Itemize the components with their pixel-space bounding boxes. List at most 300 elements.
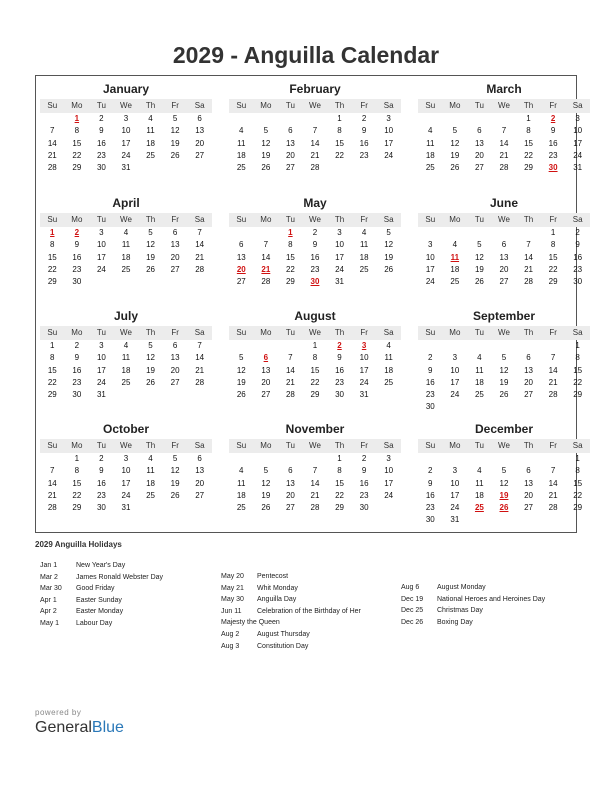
day-cell: 14: [47, 478, 57, 488]
day-cell: 12: [499, 365, 509, 375]
holiday-date: Aug 6: [401, 584, 420, 591]
weekday-label: Su: [425, 441, 436, 450]
day-cell: 27: [285, 163, 295, 173]
day-cell: 8: [526, 126, 531, 136]
generalblue-logo[interactable]: [35, 719, 124, 737]
day-cell: 29: [524, 163, 533, 173]
empty-day-cell: [492, 113, 517, 125]
weekday-label: Th: [334, 328, 345, 337]
weekday-label: Sa: [572, 441, 583, 450]
day-cell: 17: [384, 478, 394, 488]
day-cell: 28: [285, 390, 295, 400]
day-cell: 25: [236, 503, 246, 513]
day-cell: 24: [96, 377, 106, 387]
month-name: November: [285, 422, 345, 436]
holiday-day-cell: 1: [288, 228, 293, 237]
weekday-label: Su: [236, 441, 247, 450]
day-cell: 9: [99, 466, 104, 476]
day-cell: 18: [146, 138, 155, 148]
day-cell: 10: [335, 240, 344, 250]
holiday-day-cell: 2: [74, 228, 80, 237]
day-cell: 1: [526, 114, 531, 123]
day-cell: 6: [526, 466, 531, 476]
weekday-label: Sa: [572, 215, 583, 224]
day-cell: 3: [452, 353, 458, 363]
day-cell: 21: [195, 252, 205, 262]
day-cell: 16: [96, 138, 106, 148]
empty-day-cell: [418, 113, 443, 125]
logo-part-general: General: [35, 719, 92, 736]
day-cell: 26: [170, 490, 180, 500]
day-cell: 7: [312, 466, 318, 476]
empty-day-cell: [278, 453, 303, 465]
day-cell: 20: [474, 150, 484, 160]
holiday-name: James Ronald Webster Day: [76, 573, 164, 581]
day-cell: 29: [72, 503, 82, 513]
day-cell: 25: [384, 377, 394, 387]
holiday-day-cell: 11: [450, 252, 460, 262]
day-cell: 31: [121, 163, 131, 173]
day-cell: 22: [524, 150, 533, 160]
weekday-header: [40, 99, 212, 113]
day-cell: 18: [474, 377, 484, 387]
day-cell: 2: [361, 114, 367, 123]
month-october: [40, 422, 212, 514]
day-cell: 27: [285, 503, 295, 513]
day-cell: 14: [310, 138, 320, 148]
day-cell: 17: [96, 365, 106, 375]
day-cell: 24: [335, 264, 344, 274]
day-cell: 25: [146, 490, 155, 500]
day-cell: 5: [263, 126, 269, 136]
empty-day-cell: [40, 453, 65, 465]
day-cell: 28: [195, 377, 205, 387]
day-cell: 18: [450, 264, 460, 274]
empty-day-cell: [443, 227, 468, 239]
day-cell: 20: [285, 150, 295, 160]
day-cell: 16: [573, 252, 583, 262]
day-cell: 6: [526, 353, 531, 363]
holiday-item: [401, 605, 545, 617]
day-cell: 28: [261, 277, 271, 287]
day-cell: 8: [575, 353, 580, 363]
weekday-label: Su: [236, 101, 247, 110]
day-cell: 8: [337, 466, 342, 476]
day-cell: 14: [285, 365, 295, 375]
day-cell: 15: [573, 365, 583, 375]
day-cell: 11: [475, 365, 484, 375]
day-cell: 9: [428, 478, 433, 488]
day-cell: 7: [501, 126, 507, 136]
day-cell: 31: [450, 515, 460, 525]
day-cell: 4: [361, 228, 367, 237]
holiday-day-cell: 26: [499, 503, 509, 513]
empty-day-cell: [467, 113, 492, 125]
holiday-name: August Thursday: [257, 630, 310, 638]
weekday-label: We: [309, 328, 321, 337]
day-cell: 6: [288, 466, 293, 476]
day-cell: 30: [425, 515, 435, 525]
empty-day-cell: [467, 453, 492, 465]
day-cell: 13: [524, 478, 533, 488]
day-cell: 16: [310, 252, 320, 262]
weekday-label: Tu: [474, 441, 484, 450]
day-cell: 17: [96, 252, 106, 262]
holiday-name: Good Friday: [76, 585, 115, 593]
holiday-day-cell: 30: [548, 163, 558, 173]
day-cell: 13: [285, 138, 295, 148]
day-cell: 22: [47, 377, 57, 387]
day-cell: 10: [384, 126, 394, 136]
weekday-label: Su: [47, 328, 58, 337]
day-grid: [40, 227, 212, 288]
day-cell: 21: [195, 365, 205, 375]
holiday-name: Constitution Day: [257, 642, 309, 650]
day-cell: 5: [148, 228, 153, 237]
day-grid: [229, 453, 401, 514]
day-cell: 20: [261, 377, 271, 387]
day-cell: 11: [384, 353, 393, 363]
day-cell: 20: [524, 377, 533, 387]
month-september: [418, 309, 590, 414]
day-cell: 27: [499, 277, 509, 287]
holiday-name: Easter Monday: [76, 608, 124, 616]
empty-day-cell: [467, 227, 492, 239]
empty-day-cell: [278, 113, 303, 125]
day-cell: 24: [573, 150, 583, 160]
day-cell: 29: [573, 503, 583, 513]
day-cell: 15: [285, 252, 295, 262]
weekday-label: Su: [47, 215, 58, 224]
holiday-date: May 21: [221, 584, 244, 592]
holiday-date: Jan 1: [40, 562, 58, 569]
holiday-name: Whit Monday: [257, 584, 298, 592]
day-cell: 21: [47, 150, 57, 160]
day-cell: 12: [146, 353, 155, 363]
holiday-name: Easter Sunday: [76, 596, 122, 604]
holidays-title: 2029 Anguilla Holidays: [35, 540, 122, 549]
day-cell: 26: [499, 390, 509, 400]
day-cell: 26: [450, 163, 460, 173]
day-cell: 24: [450, 390, 460, 400]
weekday-label: Fr: [549, 215, 557, 224]
day-cell: 28: [47, 163, 57, 173]
month-name: February: [289, 82, 341, 96]
month-name: August: [294, 309, 336, 323]
holiday-date: Apr 1: [40, 596, 57, 604]
day-cell: 17: [450, 490, 460, 500]
day-cell: 30: [335, 390, 344, 400]
day-cell: 20: [285, 490, 295, 500]
day-cell: 21: [310, 150, 320, 160]
day-cell: 13: [474, 138, 484, 148]
day-cell: 4: [239, 466, 244, 476]
empty-day-cell: [443, 340, 468, 352]
weekday-label: Fr: [549, 441, 557, 450]
holiday-day-cell: 1: [74, 114, 80, 123]
day-cell: 27: [170, 377, 180, 387]
day-cell: 14: [548, 478, 558, 488]
weekday-header: [418, 439, 590, 453]
holiday-name: Labour Day: [76, 619, 113, 627]
weekday-label: Fr: [171, 441, 179, 450]
day-cell: 22: [310, 377, 320, 387]
day-cell: 7: [50, 126, 55, 136]
holiday-item: [401, 617, 545, 629]
day-cell: 5: [477, 240, 482, 250]
day-cell: 24: [121, 490, 131, 500]
day-cell: 17: [425, 264, 435, 274]
day-cell: 22: [47, 264, 57, 274]
day-cell: 16: [359, 478, 369, 488]
day-cell: 23: [72, 377, 82, 387]
day-grid: [418, 340, 590, 414]
weekday-label: Fr: [360, 101, 368, 110]
holiday-column-3: [401, 582, 545, 628]
day-cell: 28: [548, 390, 558, 400]
weekday-label: We: [498, 101, 510, 110]
weekday-label: Fr: [360, 441, 368, 450]
day-cell: 9: [337, 353, 342, 363]
day-cell: 14: [310, 478, 320, 488]
day-cell: 18: [236, 490, 246, 500]
day-cell: 16: [72, 365, 82, 375]
weekday-label: Sa: [572, 101, 583, 110]
day-cell: 10: [359, 353, 369, 363]
day-cell: 19: [450, 150, 460, 160]
day-cell: 18: [121, 252, 131, 262]
empty-day-cell: [229, 340, 254, 352]
day-cell: 2: [99, 114, 104, 123]
day-cell: 26: [236, 390, 246, 400]
month-april: [40, 196, 212, 288]
day-cell: 9: [550, 126, 556, 136]
weekday-label: Th: [334, 441, 345, 450]
day-grid: [418, 453, 590, 527]
day-cell: 23: [573, 264, 583, 274]
weekday-label: Th: [145, 215, 156, 224]
holiday-item: [221, 617, 361, 629]
day-cell: 1: [550, 228, 556, 237]
day-cell: 18: [384, 365, 394, 375]
weekday-label: Tu: [285, 441, 295, 450]
day-cell: 12: [261, 478, 271, 488]
day-cell: 6: [288, 126, 293, 136]
holiday-date: Aug 2: [221, 630, 240, 638]
weekday-header: [229, 326, 401, 340]
day-cell: 10: [96, 353, 106, 363]
weekday-label: Su: [47, 101, 58, 110]
weekday-label: Su: [236, 215, 247, 224]
day-cell: 15: [47, 365, 57, 375]
day-cell: 30: [359, 503, 369, 513]
weekday-label: Th: [523, 441, 534, 450]
day-cell: 21: [310, 490, 320, 500]
day-cell: 8: [550, 240, 556, 250]
day-cell: 13: [170, 353, 180, 363]
day-cell: 6: [197, 114, 202, 123]
day-cell: 8: [288, 240, 293, 250]
empty-day-cell: [541, 340, 566, 352]
day-cell: 21: [285, 377, 295, 387]
holiday-date: Dec 19: [401, 595, 424, 603]
weekday-label: Tu: [285, 215, 295, 224]
day-cell: 20: [170, 365, 180, 375]
day-cell: 23: [425, 390, 435, 400]
day-cell: 3: [452, 466, 458, 476]
empty-day-cell: [254, 340, 279, 352]
day-cell: 16: [548, 138, 558, 148]
empty-day-cell: [516, 453, 541, 465]
holiday-item: [401, 582, 545, 594]
day-grid: [418, 227, 590, 288]
day-cell: 12: [170, 126, 180, 136]
day-cell: 28: [47, 503, 57, 513]
empty-day-cell: [443, 113, 468, 125]
month-november: [229, 422, 401, 514]
day-cell: 7: [526, 240, 531, 250]
day-cell: 9: [312, 240, 318, 250]
day-cell: 14: [47, 138, 57, 148]
day-cell: 3: [575, 114, 580, 123]
weekday-label: Mo: [260, 101, 272, 110]
day-cell: 30: [72, 277, 82, 287]
page-title: 2029 - Anguilla Calendar: [172, 42, 440, 68]
month-name: January: [102, 82, 150, 96]
day-cell: 24: [384, 150, 394, 160]
day-cell: 5: [452, 126, 458, 136]
day-cell: 23: [72, 264, 82, 274]
day-cell: 23: [359, 490, 369, 500]
weekday-label: We: [120, 215, 132, 224]
weekday-label: We: [120, 441, 132, 450]
holiday-date: May 1: [40, 619, 60, 627]
empty-day-cell: [278, 340, 303, 352]
day-cell: 9: [428, 365, 433, 375]
empty-day-cell: [492, 227, 517, 239]
day-cell: 28: [499, 163, 509, 173]
weekday-label: Mo: [71, 101, 83, 110]
holiday-date: Apr 2: [40, 608, 57, 616]
month-name: September: [472, 309, 536, 323]
day-cell: 13: [170, 240, 180, 250]
holiday-day-cell: 19: [499, 490, 509, 500]
month-december: [418, 422, 590, 527]
holiday-item: [221, 594, 361, 606]
weekday-label: Sa: [383, 441, 394, 450]
day-cell: 22: [573, 377, 583, 387]
day-cell: 30: [573, 277, 583, 287]
empty-day-cell: [254, 113, 279, 125]
day-cell: 6: [501, 240, 507, 250]
holiday-day-cell: 2: [550, 114, 556, 123]
weekday-label: Mo: [260, 215, 272, 224]
holiday-column-2: [221, 571, 361, 652]
day-cell: 24: [359, 377, 369, 387]
day-cell: 6: [197, 454, 202, 463]
holiday-date: Dec 26: [401, 618, 424, 626]
day-grid: [40, 340, 212, 401]
empty-day-cell: [254, 453, 279, 465]
month-february: [229, 82, 401, 174]
day-cell: 1: [337, 454, 342, 463]
day-cell: 30: [96, 503, 106, 513]
day-cell: 7: [550, 466, 556, 476]
day-cell: 27: [170, 264, 180, 274]
day-cell: 8: [50, 240, 55, 250]
day-cell: 11: [121, 240, 131, 250]
day-cell: 14: [499, 138, 509, 148]
day-cell: 22: [285, 264, 295, 274]
day-cell: 7: [550, 353, 556, 363]
day-cell: 27: [261, 390, 271, 400]
day-cell: 29: [47, 277, 57, 287]
day-cell: 6: [239, 240, 244, 250]
day-cell: 5: [172, 454, 178, 463]
day-cell: 31: [121, 503, 131, 513]
day-cell: 17: [573, 138, 583, 148]
day-cell: 16: [96, 478, 106, 488]
empty-day-cell: [254, 227, 279, 239]
day-cell: 17: [121, 138, 131, 148]
weekday-label: Mo: [260, 441, 272, 450]
day-cell: 21: [524, 264, 533, 274]
day-cell: 9: [575, 240, 580, 250]
weekday-label: Th: [145, 328, 156, 337]
empty-day-cell: [229, 453, 254, 465]
weekday-label: Fr: [171, 101, 179, 110]
day-cell: 2: [361, 454, 367, 463]
day-cell: 23: [425, 503, 435, 513]
day-cell: 9: [74, 353, 80, 363]
weekday-label: Sa: [383, 328, 394, 337]
day-cell: 15: [524, 138, 533, 148]
logo-part-blue: Blue: [91, 719, 124, 736]
day-cell: 27: [236, 277, 246, 287]
empty-day-cell: [40, 113, 65, 125]
weekday-label: Tu: [96, 101, 106, 110]
day-cell: 18: [425, 150, 435, 160]
weekday-label: We: [309, 101, 321, 110]
day-cell: 4: [148, 114, 153, 123]
day-cell: 14: [524, 252, 533, 262]
holiday-day-cell: 25: [474, 503, 484, 513]
day-cell: 21: [548, 490, 558, 500]
day-cell: 7: [288, 353, 293, 363]
day-cell: 15: [47, 252, 57, 262]
day-cell: 13: [524, 365, 533, 375]
holiday-item: [40, 606, 163, 618]
holiday-item: [401, 594, 545, 606]
day-cell: 1: [312, 341, 318, 350]
holiday-date: May 20: [221, 573, 244, 580]
day-cell: 6: [172, 341, 178, 350]
holiday-date: Aug 3: [221, 642, 240, 650]
weekday-label: Tu: [96, 328, 106, 337]
day-cell: 5: [263, 466, 269, 476]
day-cell: 10: [425, 252, 435, 262]
empty-day-cell: [229, 227, 254, 239]
weekday-label: Su: [47, 441, 58, 450]
day-cell: 19: [170, 138, 180, 148]
weekday-label: Sa: [194, 441, 205, 450]
day-cell: 13: [499, 252, 509, 262]
day-cell: 15: [335, 138, 344, 148]
day-cell: 5: [239, 353, 244, 363]
day-cell: 18: [236, 150, 246, 160]
day-cell: 13: [195, 126, 205, 136]
day-cell: 22: [573, 490, 583, 500]
